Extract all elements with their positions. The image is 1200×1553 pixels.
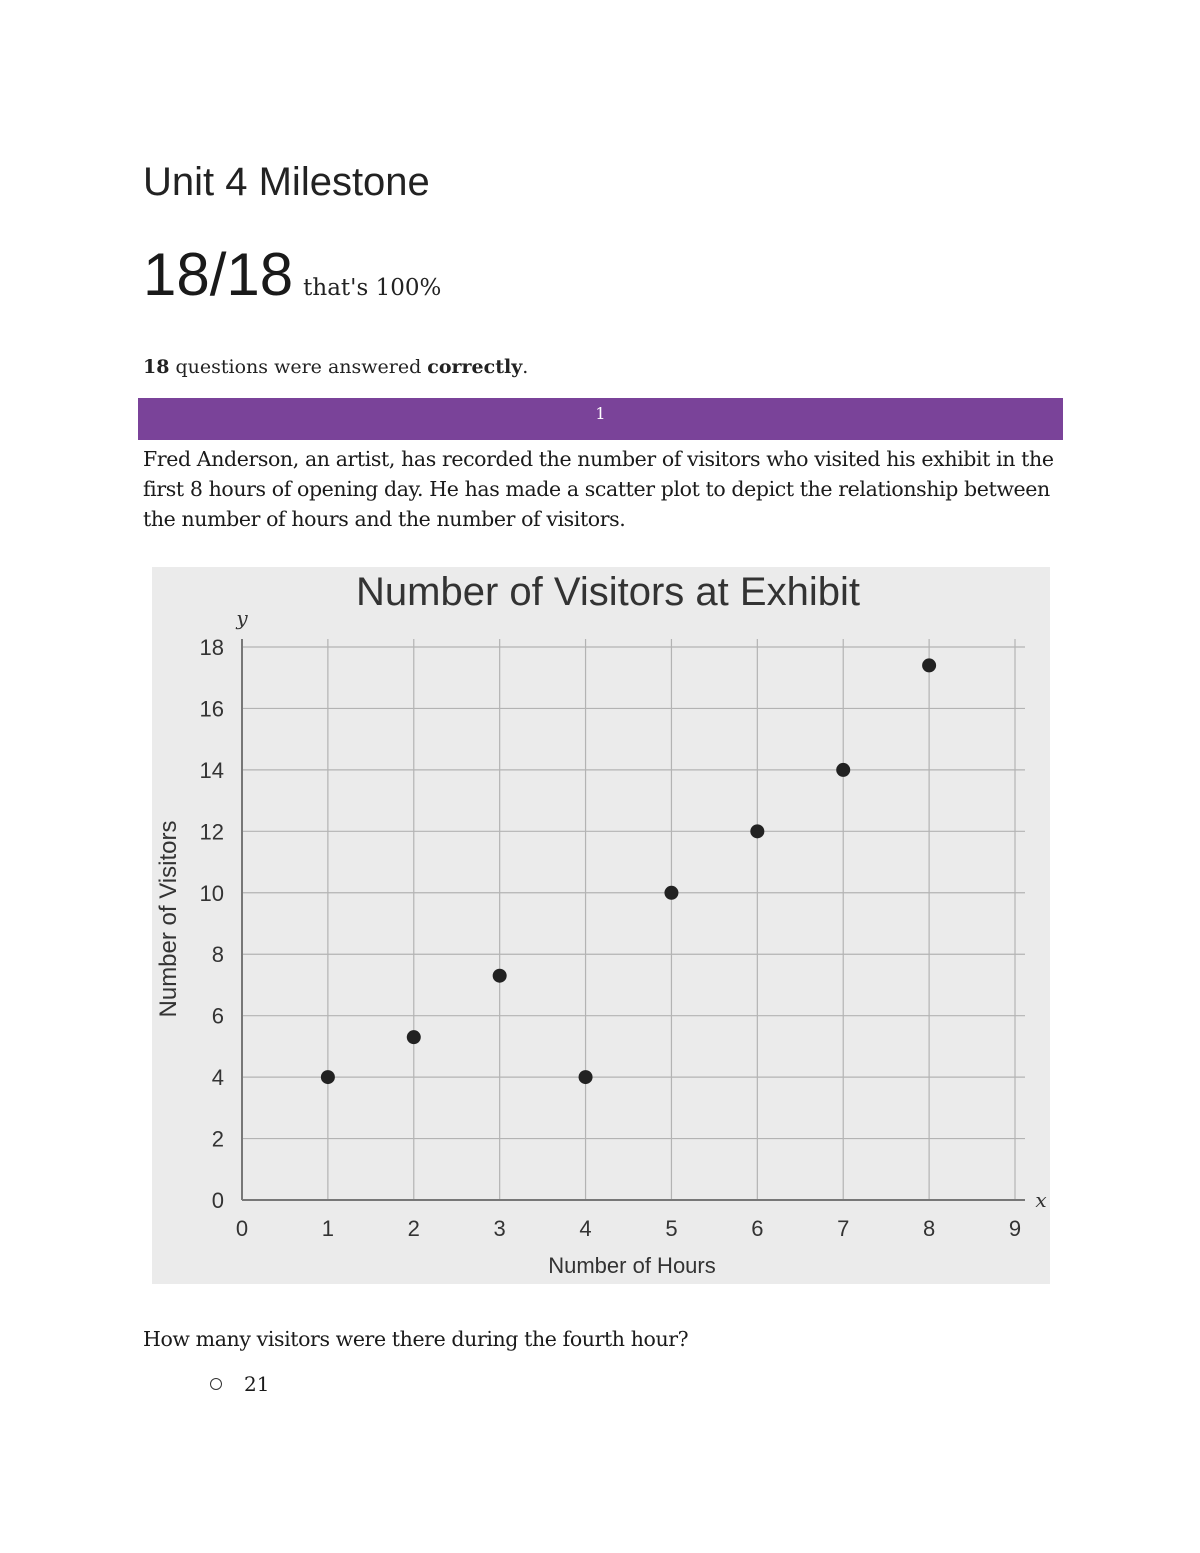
data-point [579,1070,593,1084]
summary-end: . [522,356,529,378]
summary-emphasis: correctly [427,356,523,378]
y-tick-label: 8 [211,942,224,968]
x-tick-label: 9 [1008,1216,1022,1241]
answer-option-label: 21 [244,1372,270,1396]
y-axis-label: Number of Visitors [155,820,182,1018]
question-prompt: Fred Anderson, an artist, has recorded the number of visitors who visited his exhibit in the first 8 hours of opening day. He has made a scatter plot to depict the relationship between the number of hours and the number of visitors. [143,447,1054,531]
x-tick-label: 2 [407,1216,420,1241]
chart-svg [152,567,1050,1284]
x-axis-label: Number of Hours [548,1253,716,1278]
x-tick-label: 4 [579,1216,592,1241]
y-tick-label: 2 [211,1126,224,1152]
score-line [143,240,441,309]
correct-count: 18 [143,356,170,378]
data-point [922,658,936,672]
x-tick-label: 0 [235,1216,249,1241]
data-point [321,1070,335,1084]
radio-icon[interactable] [210,1378,222,1390]
result-summary [143,356,528,378]
y-tick-label: 12 [199,819,224,845]
data-point [407,1030,421,1044]
data-point [493,969,507,983]
x-tick-label: 7 [837,1216,850,1241]
data-point [750,824,764,838]
x-tick-label: 1 [321,1216,335,1241]
question-number: 1 [595,404,606,423]
data-point [664,886,678,900]
score-value: 18/18 [143,241,294,308]
x-tick-label: 5 [665,1216,678,1241]
x-tick-label: 3 [493,1216,506,1241]
summary-text: questions were answered [169,356,428,378]
y-tick-label: 6 [211,1003,224,1029]
question-ask: How many visitors were there during the fourth hour? [143,1327,689,1351]
answer-option[interactable] [210,1372,269,1396]
question-number-bar [138,398,1063,440]
data-point [836,763,850,777]
score-percent: that's 100% [303,275,442,301]
page-title: Unit 4 Milestone [143,160,430,204]
x-tick-label: 8 [922,1216,936,1241]
y-tick-label: 16 [199,696,224,722]
y-tick-label: 10 [199,880,224,906]
x-tick-label: 6 [751,1216,764,1241]
y-tick-label: 0 [211,1188,224,1213]
y-tick-label: 4 [211,1065,224,1091]
y-axis-name: y [236,606,248,630]
scatter-chart [152,567,1050,1284]
y-tick-label: 14 [199,757,224,783]
chart-title: Number of Visitors at Exhibit [356,570,860,614]
y-tick-label: 18 [199,635,224,660]
x-axis-name: x [1035,1188,1047,1212]
